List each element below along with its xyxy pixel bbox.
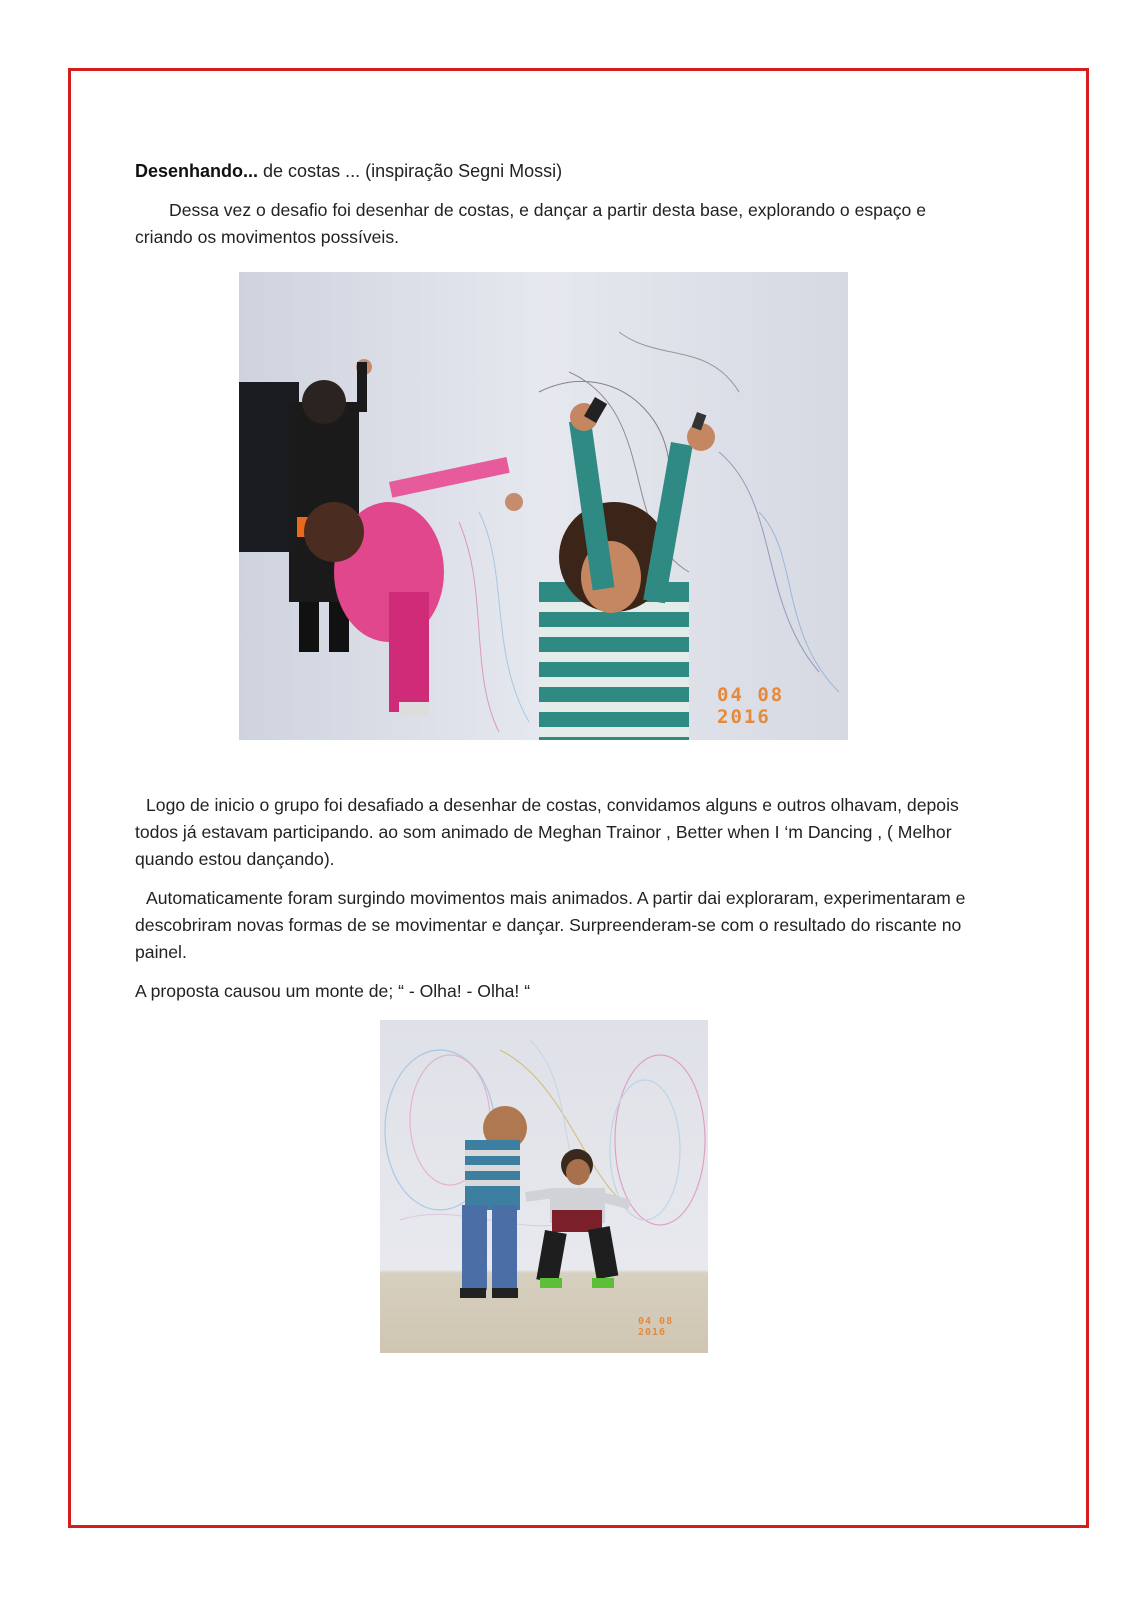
title-bold: Desenhando... [135,161,259,181]
photo-children-drawing-art [239,272,848,740]
photo-children-drawing [239,272,848,740]
paragraph-intro: Dessa vez o desafio foi desenhar de costas, e dançar a partir desta base, explorando o espaço e criando os movimentos possíveis. [135,200,927,247]
text-top [135,158,985,251]
text-middle [135,792,985,1005]
photo2-date-stamp: 04 08 2016 [638,1316,674,1338]
paragraph-proposal: A proposta causou um monte de; “ - Olha! - Olha! “ [135,981,531,1001]
page-title [135,158,985,185]
paragraph-group: Logo de inicio o grupo foi desafiado a desenhar de costas, convidamos alguns e outros olhavam, depois todos já estavam participando. ao som animado de Meghan Trainor , Better when I ‘m Dancing , ( Melhor quando estou dançando). [135,795,959,869]
photo-children-dancing-art [380,1020,708,1353]
title-rest: de costas ... (inspiração Segni Mossi) [258,161,563,181]
photo1-date-stamp: 04 08 2016 [717,684,785,728]
photo-children-dancing [380,1020,708,1353]
paragraph-movements: Automaticamente foram surgindo movimentos mais animados. A partir dai exploraram, experimentaram e descobriram novas formas de se movimentar e dançar. Surpreenderam-se com o resultado do riscante no painel. [135,888,966,962]
